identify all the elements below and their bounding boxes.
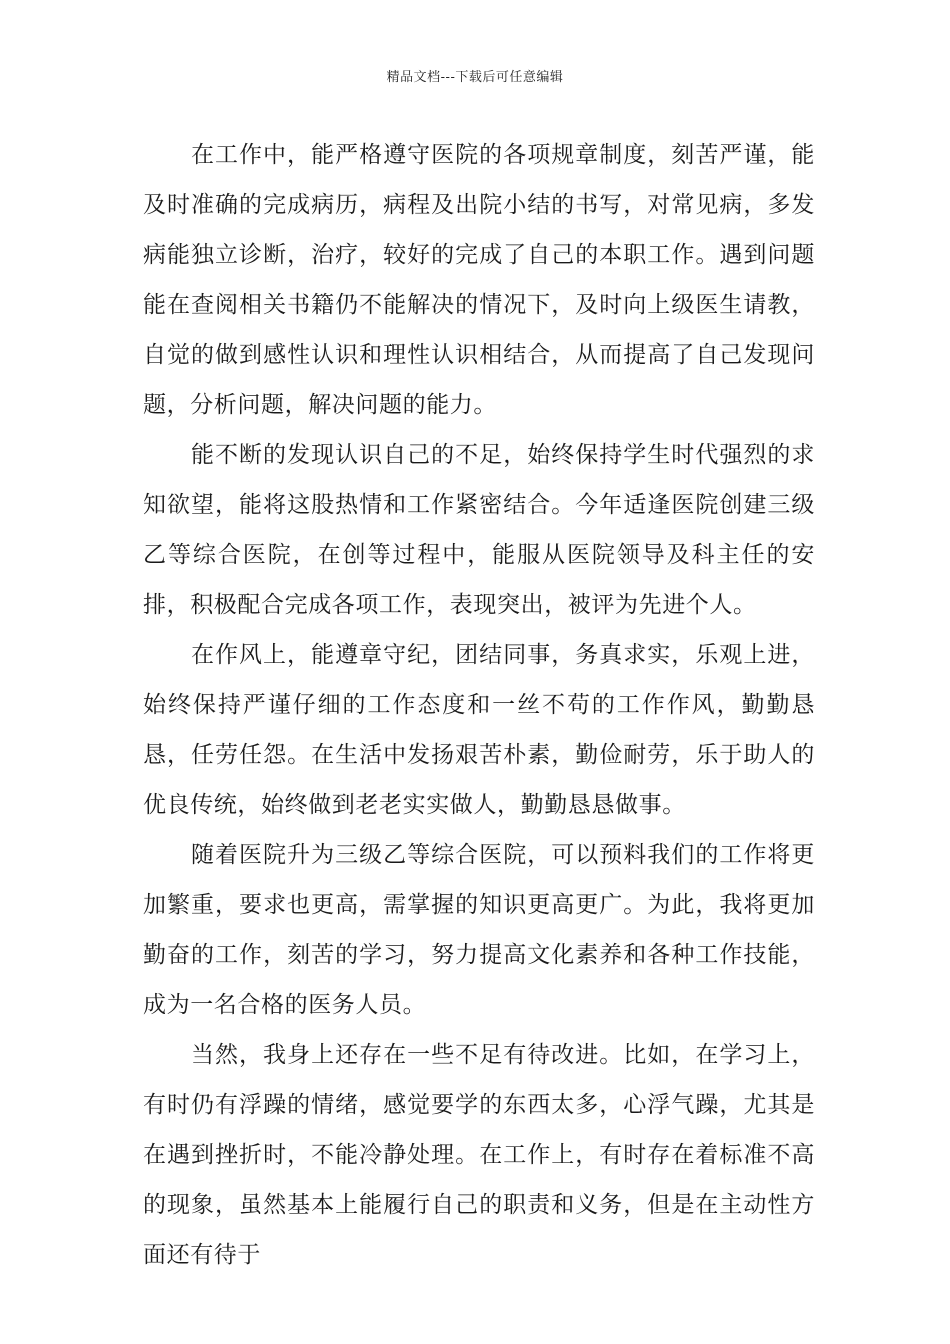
document-body <box>143 130 815 1280</box>
page-header: 精品文档---下载后可任意编辑 <box>386 70 564 85</box>
paragraph: 能不断的发现认识自己的不足，始终保持学生时代强烈的求知欲望，能将这股热情和工作紧密结合。今年适逢医院创建三级乙等综合医院，在创等过程中，能服从医院领导及科主任的安排，积极配合完成各项工作，表现突出，被评为先进个人。 <box>143 442 815 618</box>
paragraph: 当然，我身上还存在一些不足有待改进。比如，在学习上，有时仍有浮躁的情绪，感觉要学的东西太多，心浮气躁，尤其是在遇到挫折时，不能冷静处理。在工作上，有时存在着标准不高的现象，虽然基本上能履行自己的职责和义务，但是在主动性方面还有待于 <box>143 1042 815 1268</box>
paragraph: 在工作中，能严格遵守医院的各项规章制度，刻苦严谨，能及时准确的完成病历，病程及出院小结的书写，对常见病，多发病能独立诊断，治疗，较好的完成了自己的本职工作。遇到问题能在查阅相关书籍仍不能解决的情况下，及时向上级医生请教，自觉的做到感性认识和理性认识相结合，从而提高了自己发现问题，分析问题，解决问题的能力。 <box>143 142 815 418</box>
paragraph: 在作风上，能遵章守纪，团结同事，务真求实，乐观上进，始终保持严谨仔细的工作态度和一丝不苟的工作作风，勤勤恳恳，任劳任怨。在生活中发扬艰苦朴素，勤俭耐劳，乐于助人的优良传统，始终做到老老实实做人，勤勤恳恳做事。 <box>143 642 815 818</box>
paragraph: 随着医院升为三级乙等综合医院，可以预料我们的工作将更加繁重，要求也更高，需掌握的知识更高更广。为此，我将更加勤奋的工作，刻苦的学习，努力提高文化素养和各种工作技能，成为一名合格的医务人员。 <box>143 842 815 1018</box>
